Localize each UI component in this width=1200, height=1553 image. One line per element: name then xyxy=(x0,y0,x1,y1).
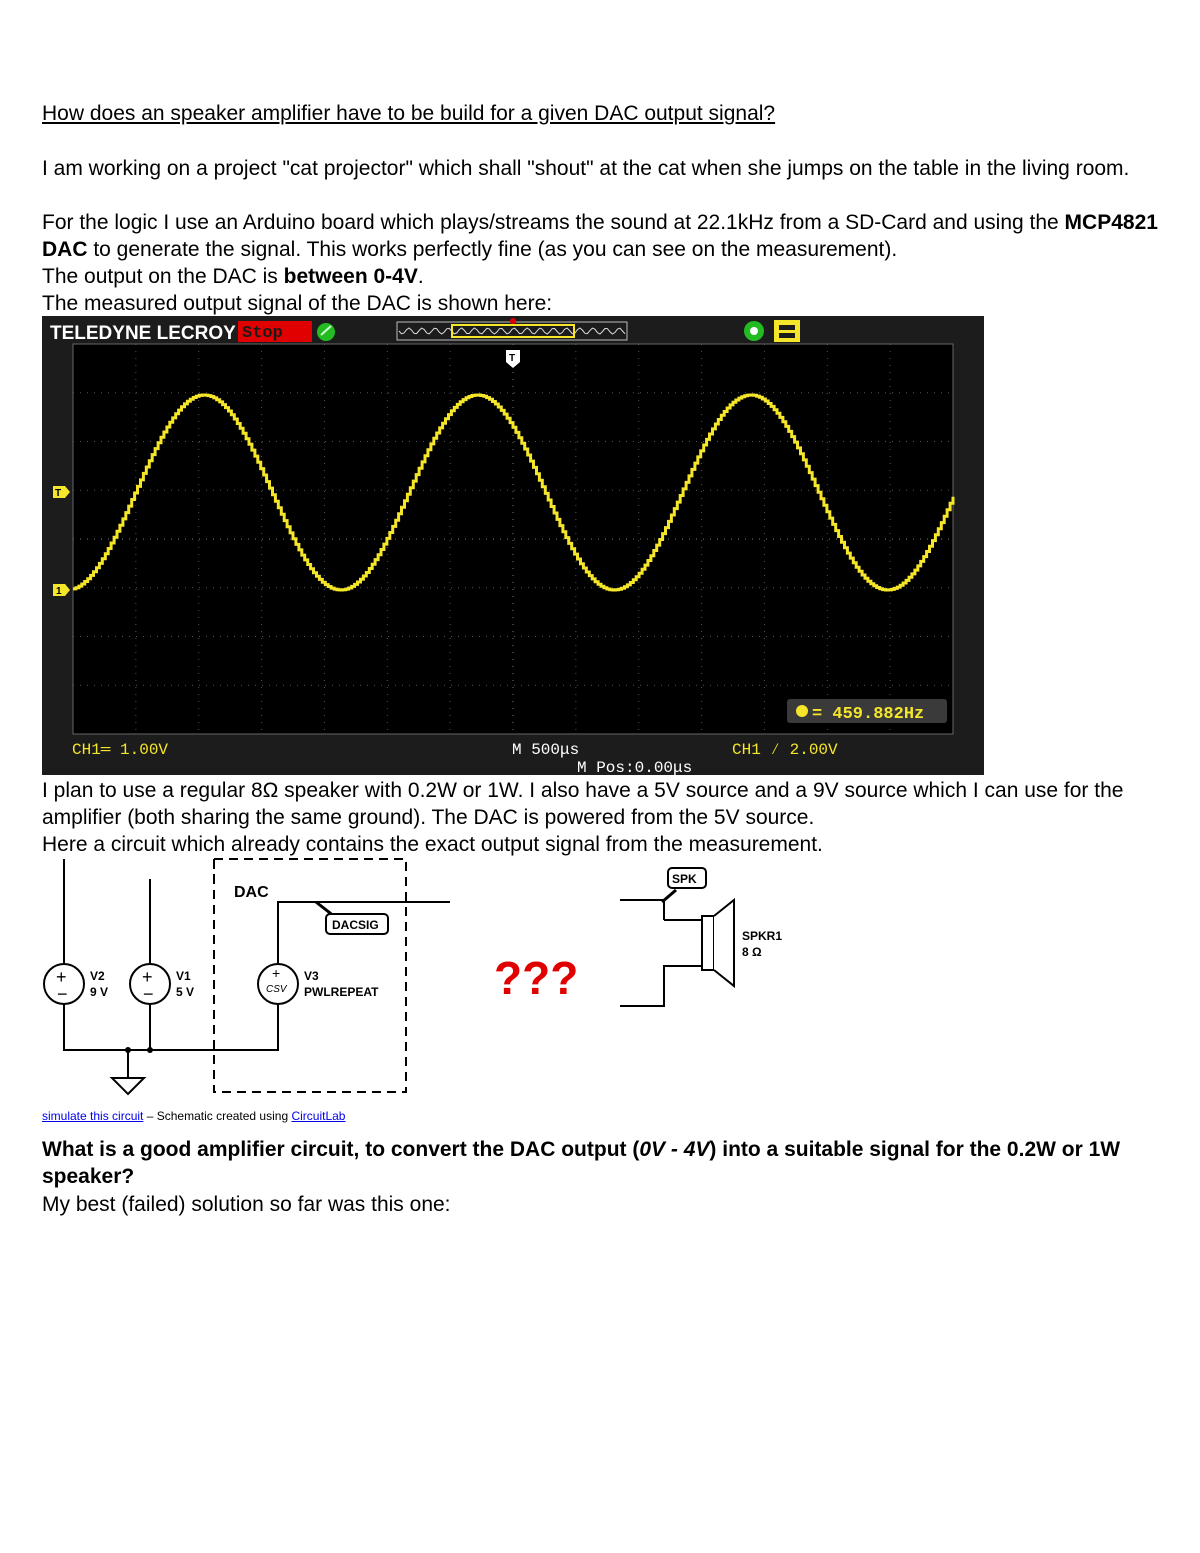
m-position: M Pos:0.00μs xyxy=(577,759,693,775)
circuit-intro: Here a circuit which already contains the exact output signal from the measurement. xyxy=(42,833,823,856)
run-icon xyxy=(317,323,335,341)
main-question xyxy=(42,1136,1152,1190)
trigger-marker-top-label: T xyxy=(509,353,516,364)
v1-name: V1 xyxy=(176,969,191,983)
printer-icon xyxy=(774,320,800,342)
unknown-circuit-marker: ??? xyxy=(494,952,579,1004)
speaker-icon xyxy=(702,900,734,986)
v1-source-icon xyxy=(130,964,170,1004)
measured-line: The measured output signal of the DAC is shown here: xyxy=(42,292,553,315)
simulate-link[interactable]: simulate this circuit xyxy=(42,1109,144,1123)
v1-value: 5 V xyxy=(176,985,195,999)
circuitlab-link[interactable]: CircuitLab xyxy=(291,1109,346,1123)
scope-brand: TELEDYNE LECROY xyxy=(50,323,236,344)
v2-name: V2 xyxy=(90,969,105,983)
junction-dot xyxy=(125,1047,131,1053)
schematic xyxy=(42,854,852,1109)
plan-paragraph: I plan to use a regular 8Ω speaker with 0.2W or 1W. I also have a 5V source and a 9V source which I can use for the amplifier (both sharing the same ground). The DAC is powered from the 5V source. xyxy=(42,779,1124,829)
oscilloscope-screenshot xyxy=(42,316,984,775)
v3-value: PWLREPEAT xyxy=(304,985,379,999)
schematic-drawing xyxy=(42,854,852,1109)
svg-text:−: − xyxy=(143,984,154,1004)
ch1-scale: CH1═ 1.00V xyxy=(72,741,169,759)
speaker-name: SPKR1 xyxy=(742,929,783,943)
dac-label: DAC xyxy=(234,884,269,901)
output-range: between 0-4V xyxy=(283,265,418,288)
svg-text:+: + xyxy=(272,965,281,981)
credit-text: – Schematic created using xyxy=(143,1109,292,1123)
v3-source-icon xyxy=(258,964,298,1004)
dac-model: MCP4821 DAC xyxy=(42,211,1158,261)
question-pre: What is a good amplifier circuit, to convert the DAC output ( xyxy=(42,1138,640,1161)
output-range-line xyxy=(42,263,1162,290)
svg-text:+: + xyxy=(142,967,153,987)
logic-paragraph xyxy=(42,209,1162,263)
trigger-level: CH1 ∕ 2.00V xyxy=(732,741,838,759)
status-text: Stop xyxy=(242,324,283,343)
ground-icon xyxy=(112,1078,144,1094)
intro-paragraph: I am working on a project "cat projector" which shall "shout" at the cat when she jumps on the table in the living room. xyxy=(42,157,1130,180)
last-line: My best (failed) solution so far was this one: xyxy=(42,1193,451,1216)
question-range: 0V - 4V xyxy=(639,1138,710,1161)
v3-name: V3 xyxy=(304,969,319,983)
dacsig-text: DACSIG xyxy=(332,918,379,932)
freq-channel-icon xyxy=(796,705,808,717)
question-title: How does an speaker amplifier have to be build for a given DAC output signal? xyxy=(42,102,776,125)
timebase: M 500μs xyxy=(512,741,580,759)
oscilloscope-display xyxy=(42,316,984,775)
logic-text-pre: For the logic I use an Arduino board which plays/streams the sound at 22.1kHz from a SD-Card and using the xyxy=(42,211,1065,234)
schematic-credit xyxy=(42,1108,345,1124)
memory-pointer xyxy=(510,318,516,324)
speaker-value: 8 Ω xyxy=(742,945,762,959)
v3-inner-label: CSV xyxy=(266,984,287,995)
v2-value: 9 V xyxy=(90,985,109,999)
scope-screen xyxy=(73,344,953,734)
question-post: ) into a suitable signal for the 0.2W or 1W speaker? xyxy=(42,1138,1121,1188)
freq-readout: = 459.882Hz xyxy=(812,705,925,724)
trigger-level-label: T xyxy=(55,488,62,499)
usb-icon xyxy=(744,321,764,341)
output-text-pre: The output on the DAC is xyxy=(42,265,284,288)
spk-text: SPK xyxy=(672,872,697,886)
ch1-ground-label: 1 xyxy=(56,586,62,597)
svg-text:+: + xyxy=(56,967,67,987)
logic-text-post: to generate the signal. This works perfectly fine (as you can see on the measurement). xyxy=(87,238,898,261)
v2-source-icon xyxy=(44,964,84,1004)
junction-dot xyxy=(147,1047,153,1053)
output-text-post: . xyxy=(417,265,424,288)
svg-text:−: − xyxy=(57,984,68,1004)
